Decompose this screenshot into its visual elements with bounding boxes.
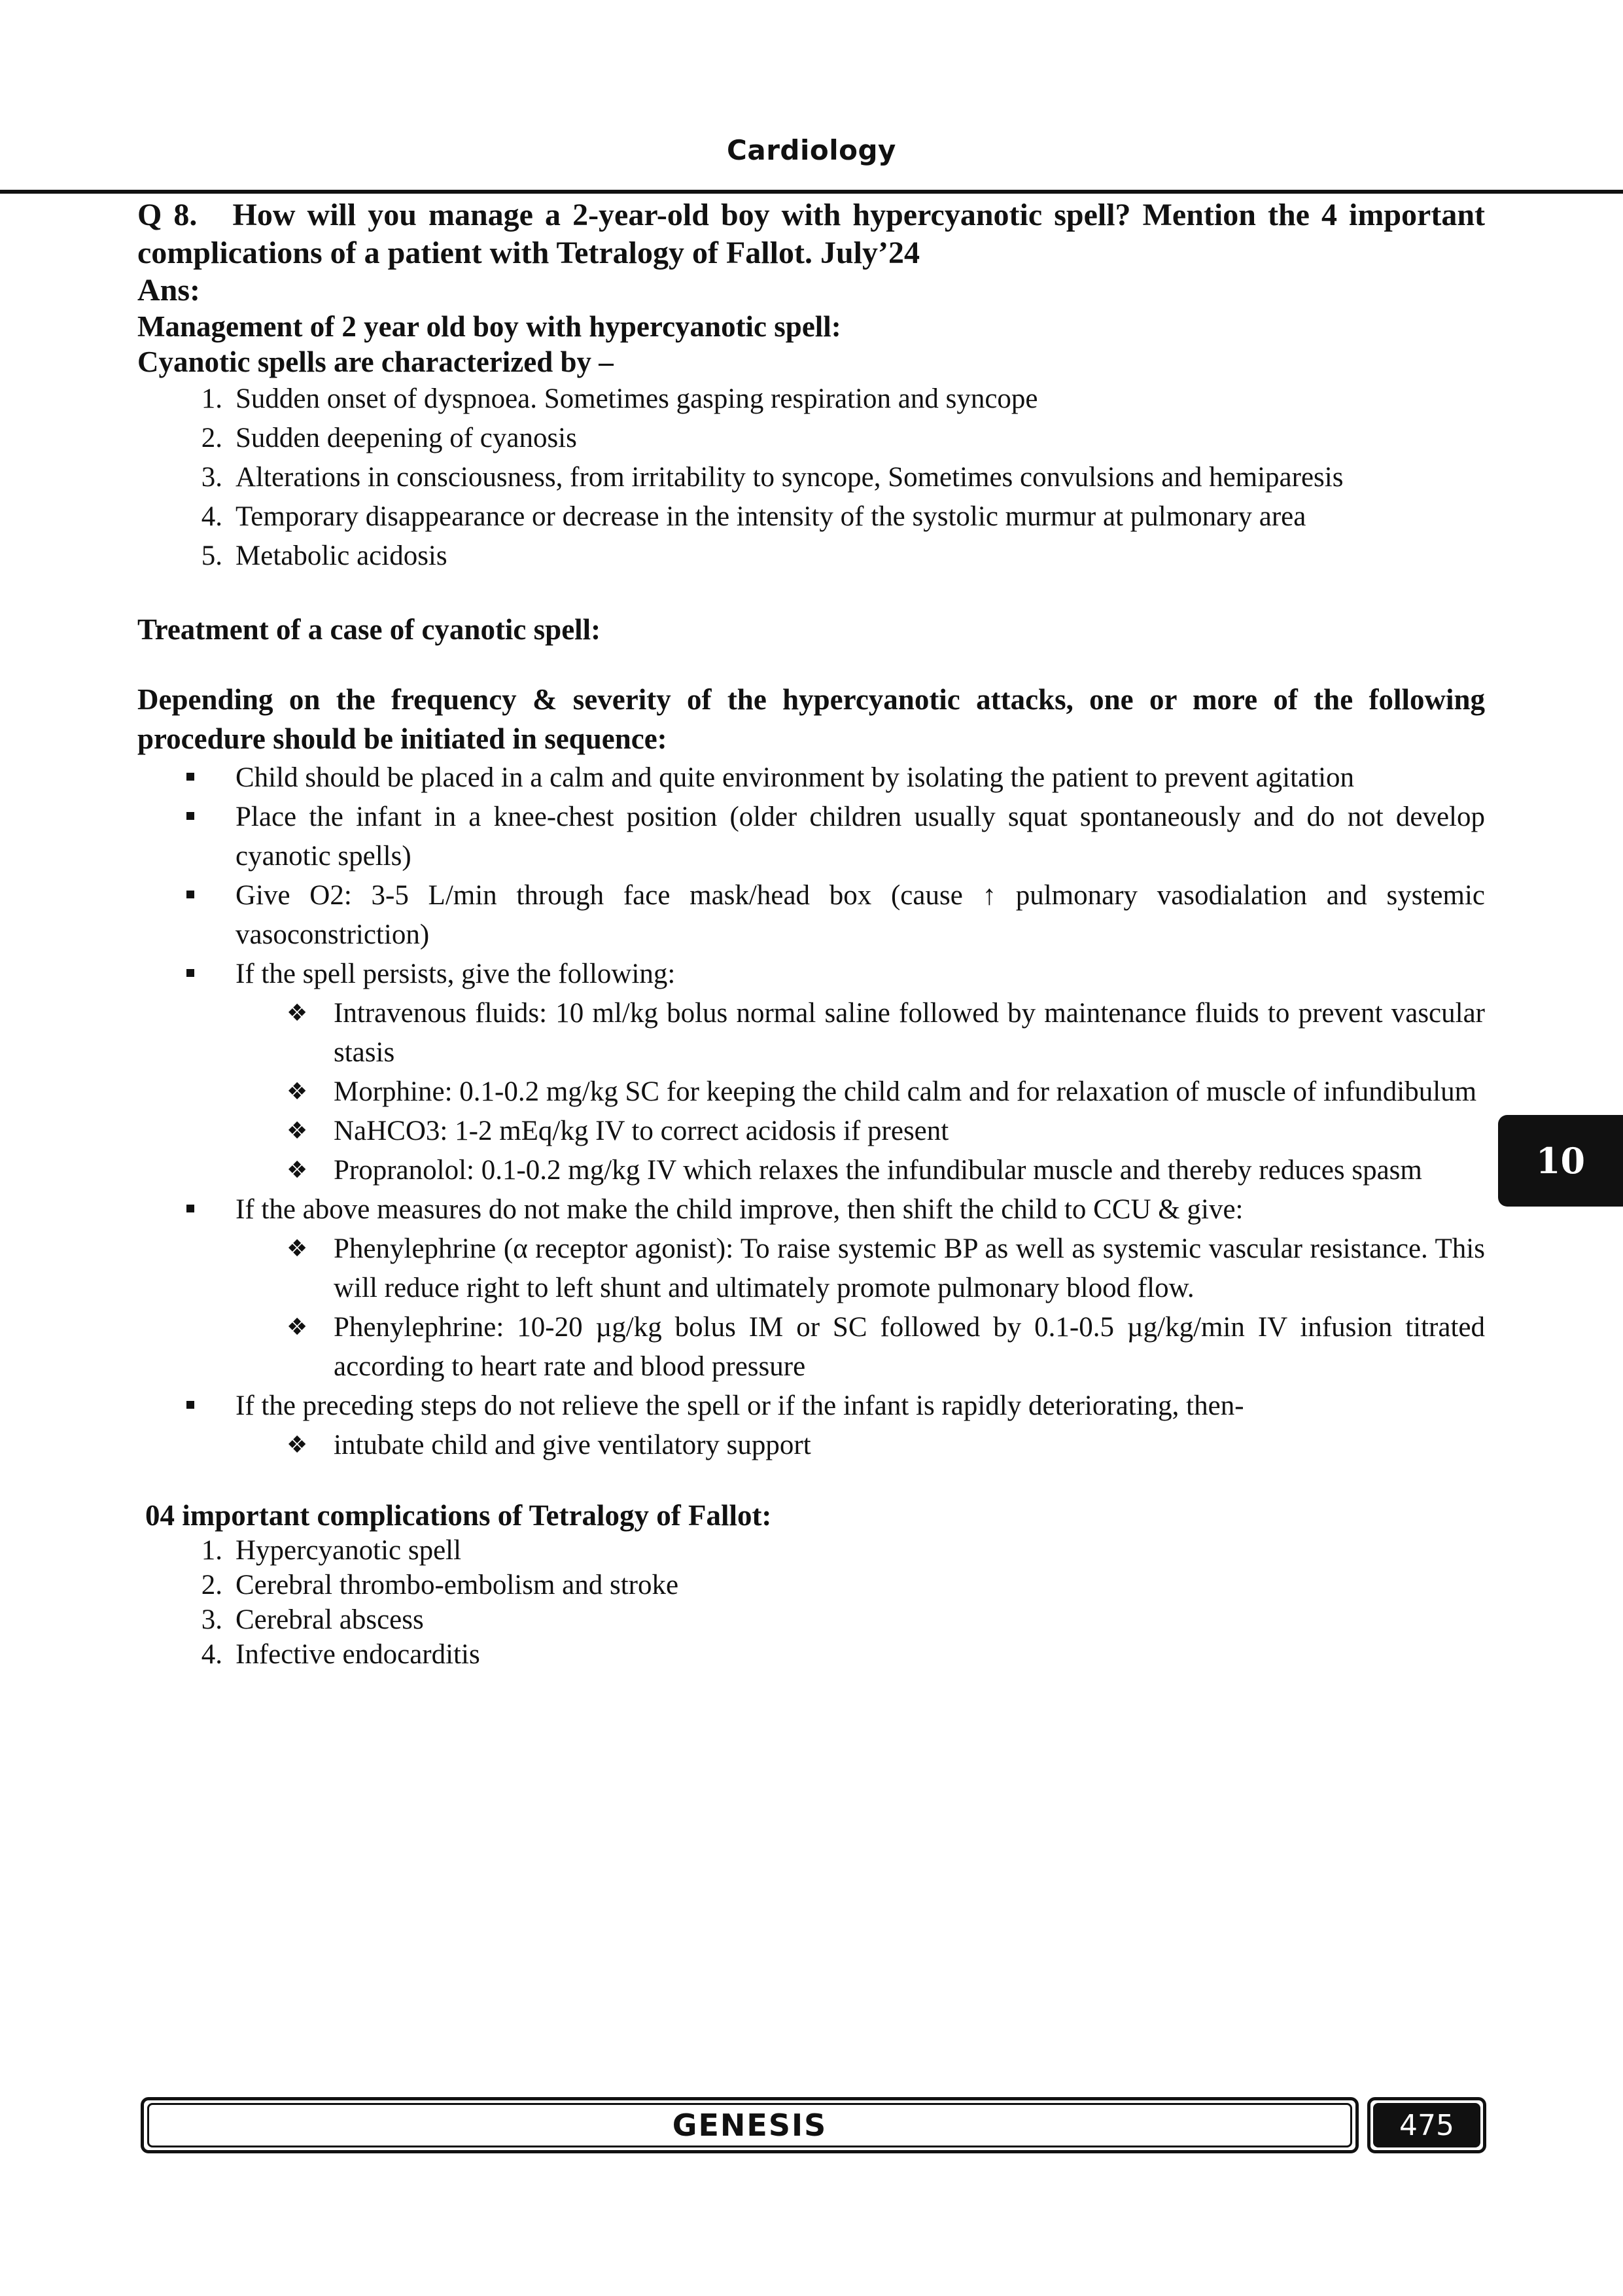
list-item: [137, 380, 1485, 419]
list-item-text: Alterations in consciousness, from irritability to syncope, Sometimes convulsions and hemiparesis: [236, 462, 1344, 493]
list-item-text: Phenylephrine: 10-20 µg/kg bolus IM or SC followed by 0.1-0.5 µg/kg/min IV infusion titrated according to heart rate and blood pressure: [334, 1312, 1485, 1382]
list-item: [137, 1308, 1485, 1386]
square-bullet-icon: [186, 969, 194, 977]
list-item-text: If the spell persists, give the following:: [236, 959, 676, 989]
list-number: 4.: [201, 1639, 222, 1670]
list-number: 4.: [201, 501, 222, 532]
diamond-bullet-icon: ❖: [287, 1000, 308, 1027]
diamond-bullet-icon: ❖: [287, 1314, 308, 1341]
list-number: 3.: [201, 1604, 222, 1635]
list-item-text: Child should be placed in a calm and quite environment by isolating the patient to prevent agitation: [236, 762, 1355, 793]
list-item-text: Sudden deepening of cyanosis: [236, 423, 577, 453]
answer-label: Ans:: [137, 273, 201, 308]
list-item-text: Cerebral thrombo-embolism and stroke: [236, 1570, 679, 1600]
list-item-text: Intravenous fluids: 10 ml/kg bolus normal saline followed by maintenance fluids to prevent vascular stasis: [334, 998, 1485, 1068]
question-text: How will you manage a 2-year-old boy with hypercyanotic spell? Mention the 4 important complications of a patient with Tetralogy of Fallot. July’24: [137, 198, 1486, 270]
characterized-heading: Cyanotic spells are characterized by –: [137, 345, 614, 378]
spell-persists-sublist: [137, 994, 1485, 1190]
treatment-steps-list: [137, 758, 1485, 994]
list-number: 2.: [201, 1570, 222, 1600]
list-item-text: Morphine: 0.1-0.2 mg/kg SC for keeping the child calm and for relaxation of muscle of infundibulum: [334, 1076, 1477, 1107]
list-item: [137, 419, 1485, 458]
question: [137, 196, 1485, 272]
list-item: [137, 1533, 1485, 1568]
list-item: [137, 1112, 1485, 1151]
list-item-text: Temporary disappearance or decrease in the intensity of the systolic murmur at pulmonary area: [236, 501, 1306, 532]
list-item: [137, 1602, 1485, 1637]
page-number: 475: [1373, 2103, 1480, 2147]
complications-heading: 04 important complications of Tetralogy of Fallot:: [145, 1499, 772, 1532]
list-item: [137, 758, 1485, 798]
complications-list: [137, 1533, 1485, 1672]
square-bullet-icon: [186, 1205, 194, 1212]
final-step-list: [137, 1386, 1485, 1426]
list-item: [137, 1386, 1485, 1426]
list-item-text: Hypercyanotic spell: [236, 1535, 462, 1566]
list-item-text: Place the infant in a knee-chest position (older children usually squat spontaneously and do not develop cyanotic spells): [236, 802, 1485, 872]
list-item-text: Give O2: 3-5 L/min through face mask/head box (cause ↑ pulmonary vasodialation and systemic vasoconstriction): [236, 880, 1485, 950]
list-number: 1.: [201, 383, 222, 414]
list-item: [137, 1190, 1485, 1229]
list-item: [137, 955, 1485, 994]
ccu-sublist: [137, 1229, 1485, 1386]
list-item-text: If the above measures do not make the child improve, then shift the child to CCU & give:: [236, 1194, 1244, 1225]
list-item: [137, 876, 1485, 955]
diamond-bullet-icon: ❖: [287, 1118, 308, 1144]
list-number: 2.: [201, 423, 222, 453]
list-item-text: Propranolol: 0.1-0.2 mg/kg IV which relaxes the infundibular muscle and thereby reduces spasm: [334, 1155, 1422, 1186]
footer-brand: GENESIS: [147, 2103, 1352, 2147]
running-header-title: Cardiology: [727, 134, 896, 166]
list-item-text: Phenylephrine (α receptor agonist): To raise systemic BP as well as systemic vascular resistance. This will reduce right to left shunt and ultimately promote pulmonary blood flow.: [334, 1233, 1485, 1303]
list-item: [137, 458, 1485, 497]
list-item-text: Sudden onset of dyspnoea. Sometimes gasping respiration and syncope: [236, 383, 1038, 414]
management-heading: Management of 2 year old boy with hypercyanotic spell:: [137, 310, 841, 343]
list-item-text: If the preceding steps do not relieve the spell or if the infant is rapidly deteriorating, then-: [236, 1390, 1244, 1421]
chapter-tab: 10: [1498, 1115, 1623, 1207]
square-bullet-icon: [186, 773, 194, 781]
list-item: [137, 1151, 1485, 1190]
list-item-text: Infective endocarditis: [236, 1639, 480, 1670]
list-item: [137, 1637, 1485, 1672]
list-number: 1.: [201, 1535, 222, 1566]
treatment-heading: Treatment of a case of cyanotic spell:: [137, 613, 601, 646]
list-item: [137, 1426, 1485, 1465]
list-item: [137, 798, 1485, 876]
diamond-bullet-icon: ❖: [287, 1432, 308, 1458]
diamond-bullet-icon: ❖: [287, 1235, 308, 1262]
list-number: 3.: [201, 462, 222, 493]
list-item: [137, 1229, 1485, 1308]
list-item: [137, 537, 1485, 576]
square-bullet-icon: [186, 812, 194, 820]
diamond-bullet-icon: ❖: [287, 1157, 308, 1184]
square-bullet-icon: [186, 891, 194, 898]
list-item-text: NaHCO3: 1-2 mEq/kg IV to correct acidosis if present: [334, 1116, 949, 1146]
list-item-text: intubate child and give ventilatory support: [334, 1430, 811, 1460]
list-item: [137, 1568, 1485, 1602]
list-number: 5.: [201, 540, 222, 571]
header-rule: [0, 190, 1623, 194]
question-label: Q 8.: [137, 198, 198, 232]
list-item-text: Metabolic acidosis: [236, 540, 447, 571]
list-item: [137, 497, 1485, 537]
characteristics-list: [137, 380, 1485, 576]
diamond-bullet-icon: ❖: [287, 1078, 308, 1105]
page-content: [137, 196, 1485, 1672]
square-bullet-icon: [186, 1401, 194, 1409]
ccu-step-list: [137, 1190, 1485, 1229]
final-sublist: [137, 1426, 1485, 1465]
list-item-text: Cerebral abscess: [236, 1604, 424, 1635]
sequence-intro: Depending on the frequency & severity of the hypercyanotic attacks, one or more of the following procedure should be initiated in sequence:: [137, 683, 1485, 755]
list-item: [137, 994, 1485, 1072]
list-item: [137, 1072, 1485, 1112]
